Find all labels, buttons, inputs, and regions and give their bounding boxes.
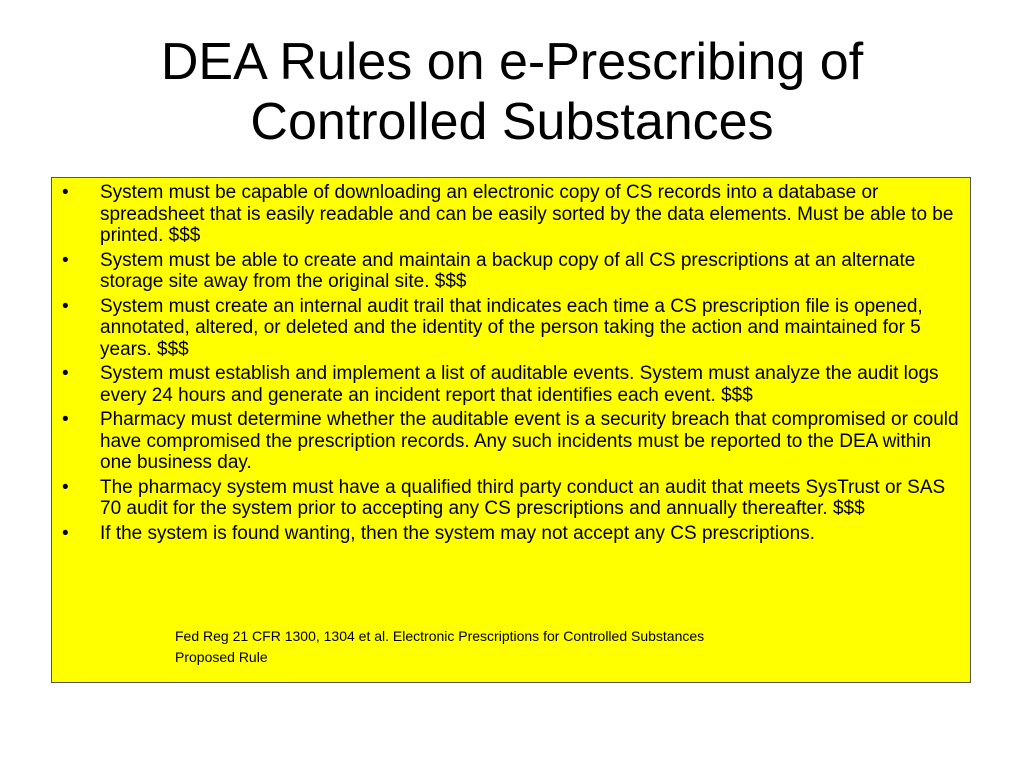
slide-title	[60, 32, 964, 152]
bullet-text: System must establish and implement a list of auditable events. System must analyze the audit logs every 24 hours and generate an incident report that identifies each event. $$$	[100, 363, 939, 406]
bullet-text: System must be able to create and maintain a backup copy of all CS prescriptions at an alternate storage site away from the original site. $$$	[100, 249, 916, 292]
bullet-item	[52, 477, 960, 520]
bullet-icon: •	[62, 476, 69, 498]
bullet-item	[52, 250, 960, 293]
bullet-icon: •	[62, 409, 69, 430]
bullet-icon: •	[62, 295, 69, 317]
bullet-text: Pharmacy must determine whether the auditable event is a security breach that compromised or could have compromised the prescription records. Any such incidents must be reported to the DEA within one business day.	[100, 409, 959, 473]
citation-line-2: Proposed Rule	[175, 649, 268, 665]
bullet-icon: •	[62, 363, 69, 384]
bullet-item	[52, 523, 960, 545]
citation-line-1: Fed Reg 21 CFR 1300, 1304 et al. Electronic Prescriptions for Controlled Substances	[175, 628, 705, 644]
bullet-item	[52, 296, 960, 361]
bullet-text: The pharmacy system must have a qualified third party conduct an audit that meets SysTrust or SAS 70 audit for the system prior to accepting any CS prescriptions and annually thereafter. $$$	[100, 476, 946, 519]
bullet-item	[52, 182, 960, 247]
bullet-icon: •	[62, 249, 69, 271]
bullet-item	[52, 409, 960, 474]
bullet-icon: •	[62, 522, 69, 544]
slide-title-line-2: Controlled Substances	[250, 93, 774, 151]
bullet-text: System must create an internal audit trail that indicates each time a CS prescription file is opened, annotated, altered, or deleted and the identity of the person taking the action and maintained for 5 years. $$$	[100, 295, 923, 360]
citation	[175, 626, 704, 668]
bullet-item	[52, 363, 960, 406]
bullet-list	[52, 178, 970, 544]
highlight-box	[51, 177, 971, 683]
bullet-text: System must be capable of downloading an electronic copy of CS records into a database or spreadsheet that is easily readable and can be easily sorted by the data elements. Must be able to be printed. $$$	[100, 182, 954, 246]
bullet-icon: •	[62, 182, 69, 203]
bullet-text: If the system is found wanting, then the system may not accept any CS prescriptions.	[100, 522, 815, 544]
slide-title-line-1: DEA Rules on e-Prescribing of	[160, 33, 864, 91]
